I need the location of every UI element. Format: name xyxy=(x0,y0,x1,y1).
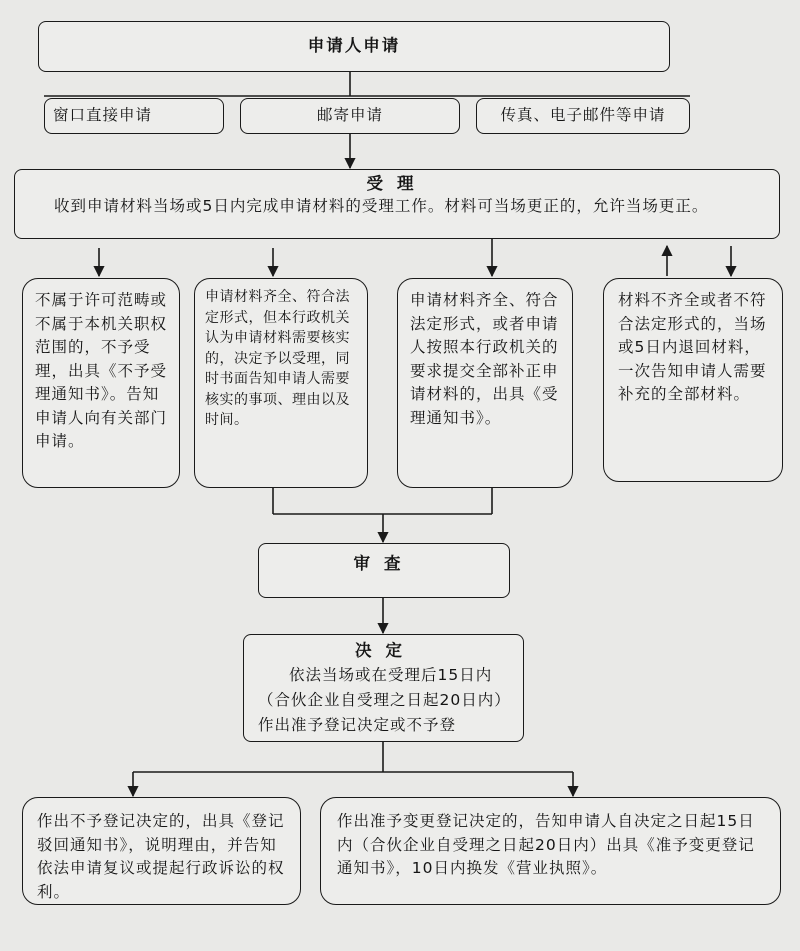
outcome-not-accepted-node xyxy=(22,278,180,488)
final-approve-node xyxy=(320,797,781,905)
final-reject-node xyxy=(22,797,301,905)
channel-mail-node xyxy=(240,98,460,134)
outcome-text: 不属于许可范畴或不属于本机关职权范围的，不予受理，出具《不予受理通知书》。告知申请人向有关部门申请。 xyxy=(35,291,168,450)
channel-label: 传真、电子邮件等申请 xyxy=(500,106,666,124)
channel-label: 邮寄申请 xyxy=(316,106,383,124)
review-node xyxy=(258,543,510,598)
decision-text: 依法当场或在受理后15日内（合伙企业自受理之日起20日内）作出准予登记决定或不予登 xyxy=(258,666,511,734)
final-text: 作出准予变更登记决定的，告知申请人自决定之日起15日内（合伙企业自受理之日起20日内）出具《准予变更登记通知书》，10日内换发《营业执照》。 xyxy=(337,812,755,877)
decision-node xyxy=(243,634,524,742)
outcome-accept-notice-node xyxy=(397,278,573,488)
channel-window-node xyxy=(44,98,224,134)
outcome-text: 申请材料齐全、符合法定形式，或者申请人按照本行政机关的要求提交全部补正申请材料的，出具《受理通知书》。 xyxy=(410,291,559,427)
final-text: 作出不予登记决定的，出具《登记驳回通知书》，说明理由，并告知依法申请复议或提起行政诉讼的权利。 xyxy=(37,812,285,901)
acceptance-node xyxy=(14,169,780,239)
outcome-text: 材料不齐全或者不符合法定形式的，当场或5日内退回材料，一次告知申请人需要补充的全部材料。 xyxy=(618,291,767,403)
channel-fax-email-node xyxy=(476,98,690,134)
acceptance-text: 收到申请材料当场或5日内完成申请材料的受理工作。材料可当场更正的，允许当场更正。 xyxy=(54,197,709,215)
outcome-accept-verify-node xyxy=(194,278,368,488)
applicant-apply-label: 申请人申请 xyxy=(307,36,401,55)
outcome-text: 申请材料齐全、符合法定形式，但本行政机关认为申请材料需要核实的，决定予以受理，同时书面告知申请人需要核实的事项、理由以及时间。 xyxy=(205,289,350,428)
outcome-return-materials-node xyxy=(603,278,783,482)
applicant-apply-node xyxy=(38,21,670,72)
review-title: 审查 xyxy=(353,554,415,573)
acceptance-title: 受理 xyxy=(366,174,428,193)
channel-label: 窗口直接申请 xyxy=(53,106,153,124)
decision-title: 决定 xyxy=(355,641,416,660)
